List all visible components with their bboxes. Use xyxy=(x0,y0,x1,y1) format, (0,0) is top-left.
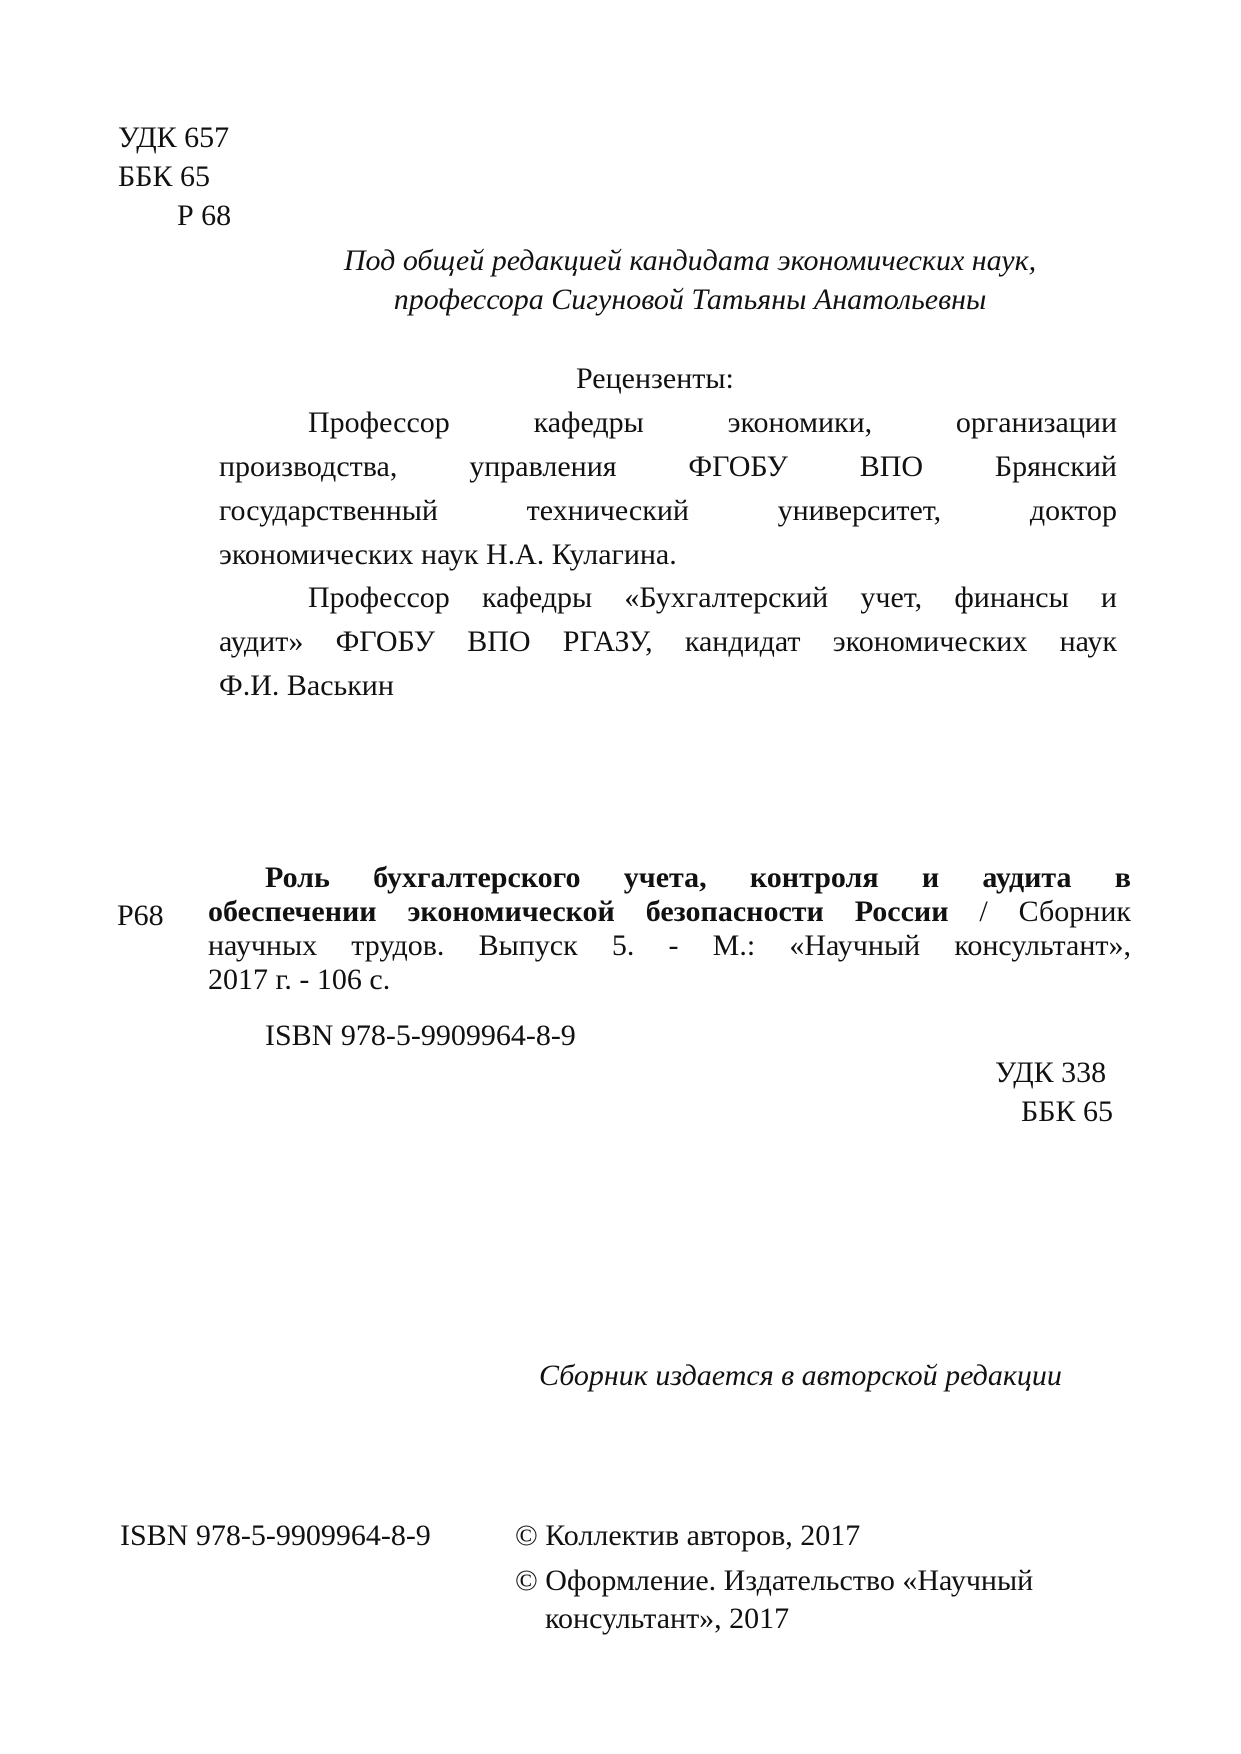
copyright-authors: © Коллектив авторов, 2017 xyxy=(515,1519,861,1552)
editor-line-1: Под общей редакцией кандидата экономических наук, xyxy=(343,244,1037,277)
reviewer-2-block xyxy=(219,580,1117,712)
reviewer-1-line: государственный технический университет, доктор xyxy=(219,494,1117,527)
record-title-line-2 xyxy=(208,895,1131,929)
record-isbn: ISBN 978-5-9909964-8-9 xyxy=(265,1019,576,1052)
record-title-line-1: Роль бухгалтерского учета, контроля и аудита в xyxy=(265,861,1131,894)
reviewer-2-line: Профессор кафедры «Бухгалтерский учет, финансы и xyxy=(308,581,1117,614)
reviewer-2-line: аудит» ФГОБУ ВПО РГАЗУ, кандидат экономических наук xyxy=(219,625,1117,658)
record-title-suffix: / Сборник xyxy=(948,895,1131,928)
bbk-code-top: ББК 65 xyxy=(118,160,210,193)
copyright-publisher: © Оформление. Издательство «Научный xyxy=(515,1564,1034,1597)
footer-isbn: ISBN 978-5-9909964-8-9 xyxy=(120,1519,431,1552)
udk-code-bottom: УДК 338 xyxy=(995,1056,1107,1089)
editor-line-2: профессора Сигуновой Татьяны Анатольевны xyxy=(393,283,987,316)
record-line-3: научных трудов. Выпуск 5. - М.: «Научный консультант», xyxy=(208,929,1131,962)
record-author-mark: Р68 xyxy=(117,899,164,932)
udk-code-top: УДК 657 xyxy=(118,121,230,154)
reviewer-1-block xyxy=(219,405,1117,581)
reviewer-1-line: производства, управления ФГОБУ ВПО Брянский xyxy=(219,450,1117,483)
reviewer-1-line: Профессор кафедры экономики, организации xyxy=(308,406,1117,439)
author-mark-top: Р 68 xyxy=(177,199,232,232)
reviewer-2-line: Ф.И. Васькин xyxy=(219,669,394,702)
record-line-4: 2017 г. - 106 с. xyxy=(208,963,391,996)
reviewers-heading: Рецензенты: xyxy=(576,362,734,395)
edition-note: Сборник издается в авторской редакции xyxy=(539,1359,1062,1392)
bibliographic-record xyxy=(208,861,1131,997)
record-title-bold: обеспечении экономической безопасности России xyxy=(208,895,949,928)
bbk-code-bottom: ББК 65 xyxy=(1021,1095,1113,1128)
copyright-publisher-cont: консультант», 2017 xyxy=(545,1602,790,1635)
reviewer-1-line: экономических наук Н.А. Кулагина. xyxy=(219,538,677,571)
